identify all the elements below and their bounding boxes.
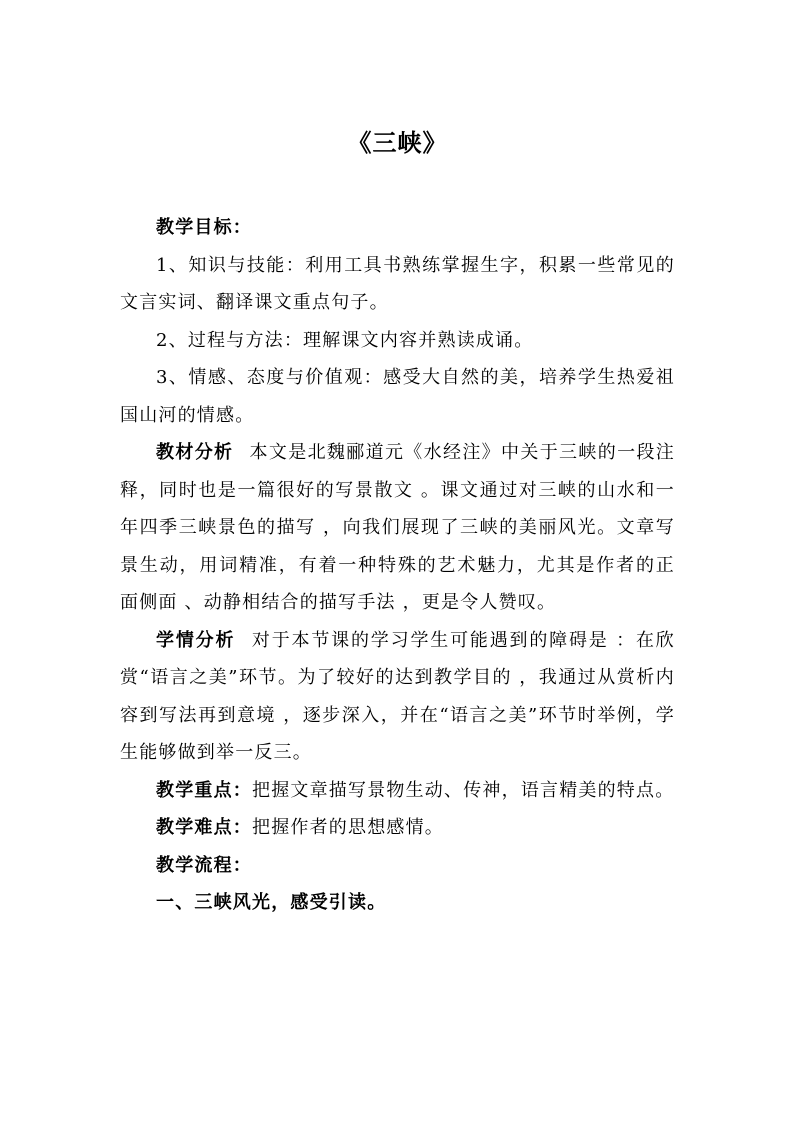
objectives-heading-text: 教学目标： bbox=[156, 217, 252, 238]
objective-3: 3、情感、态度与价值观：感受大自然的美，培养学生热爱祖国山河的情感。 bbox=[120, 367, 675, 426]
student-analysis-text: 对于本节课的学习学生可能遇到的障碍是 ：在欣赏“语言之美”环节。为了较好的达到教学目的 ，我通过从赏析内容到写法再到意境 ，逐步深入，并在“语言之美”环节时举例，学生能够做到举一反三。 bbox=[120, 629, 675, 763]
process-heading bbox=[120, 847, 675, 885]
difficulty-label: 教学难点： bbox=[156, 817, 252, 838]
objective-1: 1、知识与技能：利用工具书熟练掌握生字，积累一些常见的文言实词、翻译课文重点句子。 bbox=[120, 254, 675, 313]
key-points-paragraph bbox=[120, 772, 675, 810]
material-analysis-paragraph bbox=[120, 434, 675, 622]
process-step-1 bbox=[120, 884, 675, 922]
student-analysis-paragraph bbox=[120, 622, 675, 772]
material-analysis-text: 本文是北魏郦道元《水经注》中关于三峡的一段注释，同时也是一篇很好的写景散文 。课文通过对三峡的山水和一年四季三峡景色的描写 ，向我们展现了三峡的美丽风光。文章写景生动，用词精准，有着一种特殊的艺术魅力，尤其是作者的正面侧面 、动静相结合的描写手法 ，更是令人赞叹。 bbox=[120, 442, 675, 613]
difficulty-paragraph bbox=[120, 809, 675, 847]
process-step-1-text: 一、三峡风光，感受引读。 bbox=[156, 892, 387, 913]
document-body bbox=[120, 123, 675, 922]
process-heading-text: 教学流程： bbox=[156, 854, 252, 876]
key-points-text: 把握文章描写景物生动、传神，语言精美的特点。 bbox=[252, 779, 675, 801]
material-analysis-label: 教材分析 bbox=[156, 442, 234, 463]
difficulty-text: 把握作者的思想感情。 bbox=[252, 817, 444, 838]
student-analysis-label: 学情分析 bbox=[156, 629, 236, 651]
objective-2: 2、过程与方法：理解课文内容并熟读成诵。 bbox=[156, 329, 534, 351]
key-points-label: 教学重点： bbox=[156, 779, 252, 801]
page-title: 《三峡》 bbox=[347, 129, 448, 157]
objectives-heading bbox=[120, 209, 675, 247]
